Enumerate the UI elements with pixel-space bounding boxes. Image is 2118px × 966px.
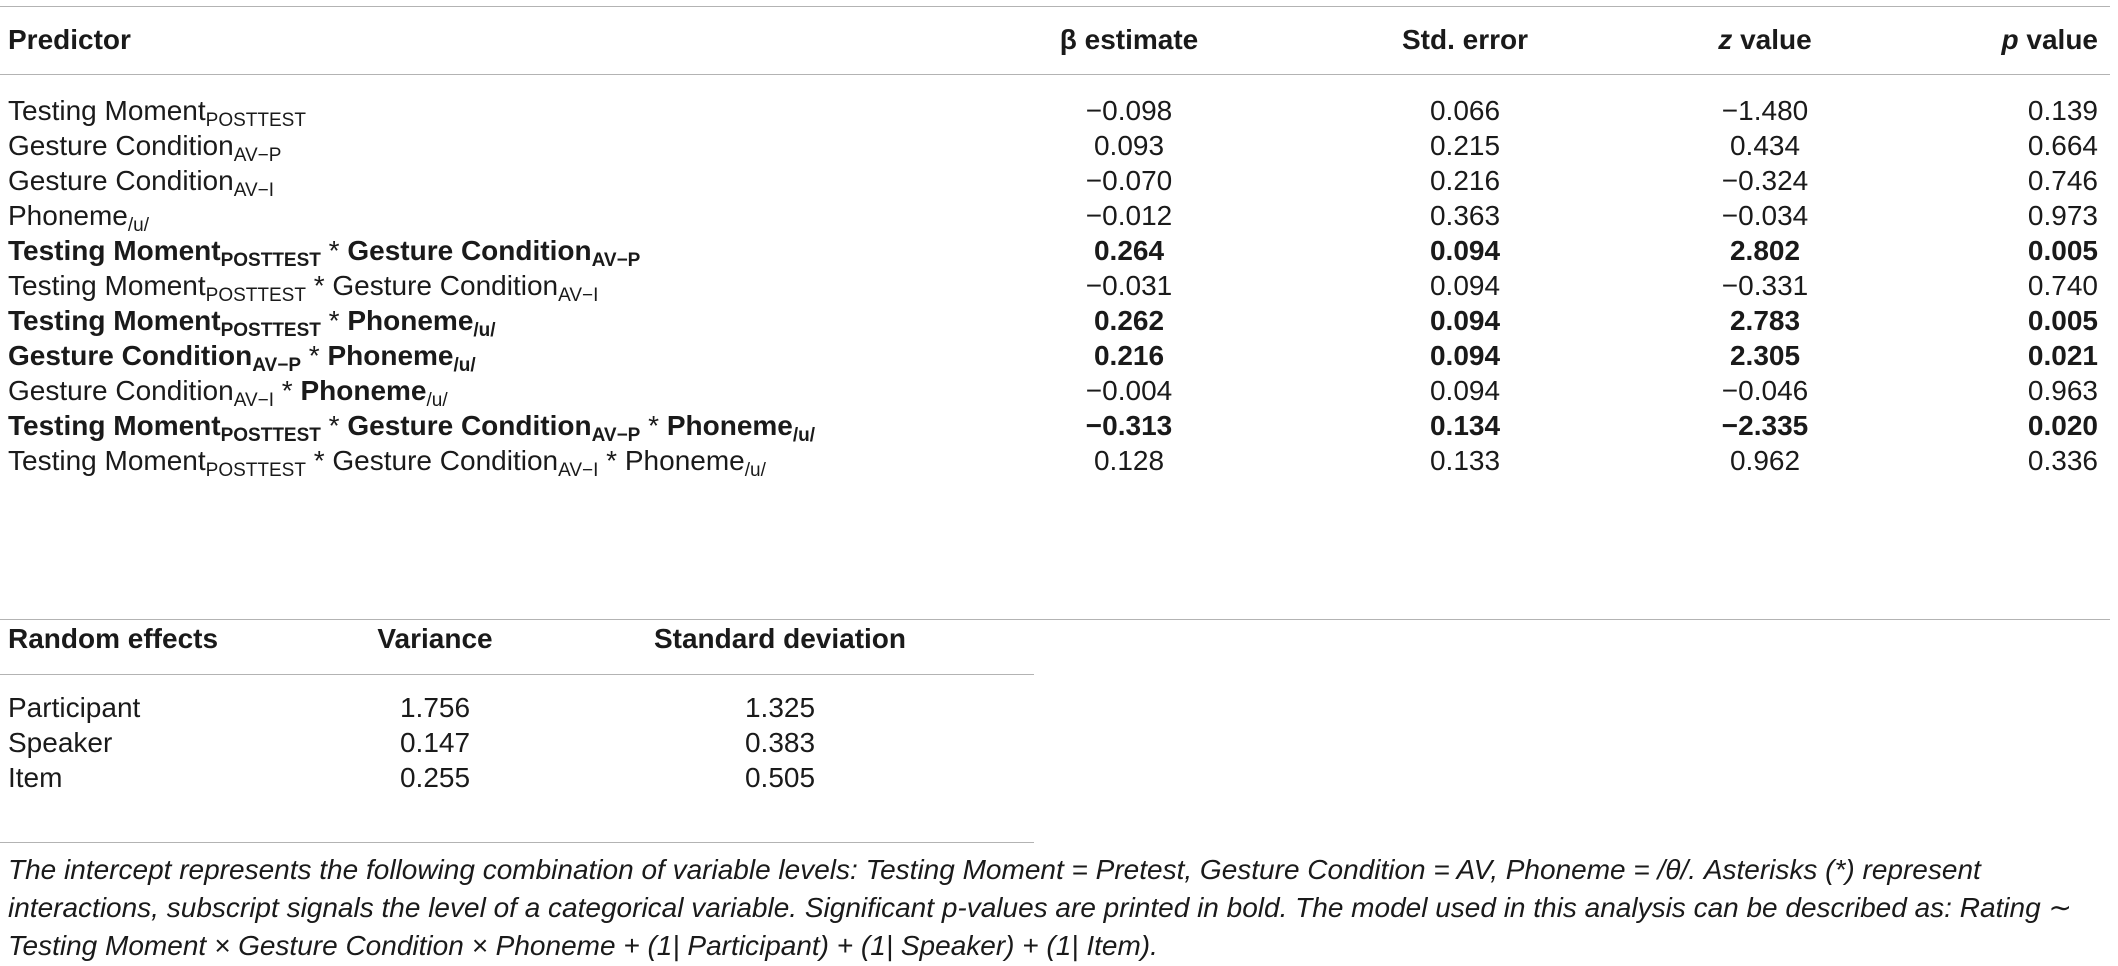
- std-error-cell: 0.094: [1429, 270, 1501, 301]
- header-predictor: Predictor: [8, 24, 131, 55]
- term-name: Testing Moment: [8, 235, 221, 266]
- p-value-cell: 0.973: [2027, 200, 2098, 231]
- z-value-cell: −0.324: [1721, 165, 1809, 196]
- header-random-effects: Random effects: [8, 623, 219, 654]
- header-rule: [0, 74, 2110, 75]
- term-name: Gesture Condition: [347, 235, 592, 266]
- interaction-asterisk: *: [640, 410, 667, 441]
- beta-estimate-cell: 0.128: [1093, 445, 1165, 476]
- term-name: Gesture Condition: [332, 270, 559, 301]
- term-name: Gesture Condition: [8, 165, 234, 196]
- beta-estimate-cell: −0.313: [1085, 410, 1173, 441]
- beta-estimate-cell: −0.098: [1085, 95, 1173, 126]
- fixed-effects-bottom-rule: [0, 619, 2110, 620]
- interaction-asterisk: *: [274, 375, 301, 406]
- term-name: Gesture Condition: [8, 130, 234, 161]
- beta-estimate-cell: −0.031: [1085, 270, 1173, 301]
- term-name: Gesture Condition: [332, 445, 559, 476]
- interaction-asterisk: *: [320, 235, 348, 266]
- p-value-cell: 0.005: [2027, 235, 2098, 266]
- std-error-cell: 0.133: [1429, 445, 1501, 476]
- std-error-cell: 0.215: [1429, 130, 1501, 161]
- term-level-subscript: POSTTEST: [220, 250, 321, 271]
- predictor-cell: [8, 374, 448, 411]
- p-value-cell: 0.005: [2027, 305, 2098, 336]
- random-header-rule: [0, 674, 1034, 675]
- predictor-cell: [8, 199, 149, 236]
- standard-deviation-cell: 1.325: [744, 692, 816, 723]
- beta-estimate-cell: 0.093: [1093, 130, 1165, 161]
- term-level-subscript: AV−I: [558, 285, 599, 306]
- random-effect-name: Speaker: [8, 727, 113, 758]
- predictor-cell: [8, 234, 641, 271]
- header-z-value: z value: [1718, 24, 1812, 55]
- term-name: Testing Moment: [8, 445, 206, 476]
- term-level-subscript: /u/: [473, 320, 496, 341]
- term-name: Testing Moment: [8, 95, 206, 126]
- standard-deviation-cell: 0.505: [744, 762, 816, 793]
- term-level-subscript: AV−I: [558, 460, 599, 481]
- standard-deviation-cell: 0.383: [744, 727, 816, 758]
- term-name: Phoneme: [624, 445, 745, 476]
- predictor-cell: [8, 304, 496, 341]
- predictor-cell: [8, 444, 766, 481]
- beta-estimate-cell: −0.004: [1085, 375, 1173, 406]
- term-level-subscript: /u/: [453, 355, 476, 376]
- interaction-asterisk: *: [320, 410, 348, 441]
- random-effect-name: Participant: [8, 692, 141, 723]
- interaction-asterisk: *: [305, 445, 333, 476]
- variance-cell: 0.147: [399, 727, 471, 758]
- term-level-subscript: /u/: [426, 390, 448, 411]
- term-name: Gesture Condition: [8, 375, 234, 406]
- term-name: Gesture Condition: [8, 340, 253, 371]
- predictor-cell: [8, 269, 599, 306]
- interaction-asterisk: *: [301, 340, 328, 371]
- z-value-cell: 2.305: [1729, 340, 1801, 371]
- interaction-asterisk: *: [598, 445, 625, 476]
- term-name: Phoneme: [327, 340, 454, 371]
- term-name: Phoneme: [347, 305, 474, 336]
- interaction-asterisk: *: [320, 305, 348, 336]
- header-beta-estimate: β estimate: [1059, 24, 1199, 55]
- p-value-cell: 0.963: [2027, 375, 2098, 406]
- term-level-subscript: POSTTEST: [205, 285, 306, 306]
- top-rule: [0, 6, 2110, 7]
- term-level-subscript: /u/: [744, 460, 766, 481]
- header-std-error: Std. error: [1401, 24, 1529, 55]
- p-value-cell: 0.746: [2027, 165, 2098, 196]
- beta-estimate-cell: 0.216: [1093, 340, 1165, 371]
- term-name: Testing Moment: [8, 410, 221, 441]
- std-error-cell: 0.134: [1429, 410, 1501, 441]
- p-value-cell: 0.740: [2027, 270, 2098, 301]
- beta-estimate-cell: −0.070: [1085, 165, 1173, 196]
- std-error-cell: 0.094: [1429, 305, 1501, 336]
- header-p-value: p value: [2001, 24, 2098, 55]
- term-level-subscript: POSTTEST: [205, 110, 306, 131]
- variance-cell: 0.255: [399, 762, 471, 793]
- variance-cell: 1.756: [399, 692, 471, 723]
- term-name: Phoneme: [8, 200, 128, 231]
- z-value-cell: −0.034: [1721, 200, 1809, 231]
- header-standard-deviation: Standard deviation: [653, 623, 907, 654]
- p-value-cell: 0.336: [2027, 445, 2098, 476]
- z-value-cell: −2.335: [1721, 410, 1809, 441]
- term-name: Gesture Condition: [347, 410, 592, 441]
- z-value-cell: 2.802: [1729, 235, 1801, 266]
- std-error-cell: 0.216: [1429, 165, 1501, 196]
- std-error-cell: 0.094: [1429, 375, 1501, 406]
- std-error-cell: 0.094: [1429, 235, 1501, 266]
- z-value-cell: 0.962: [1729, 445, 1801, 476]
- random-bottom-rule: [0, 842, 1034, 843]
- p-value-cell: 0.664: [2027, 130, 2098, 161]
- term-level-subscript: AV−I: [233, 390, 274, 411]
- z-value-cell: −0.046: [1721, 375, 1809, 406]
- predictor-cell: [8, 129, 282, 166]
- p-value-cell: 0.139: [2027, 95, 2098, 126]
- table-footnote: The intercept represents the following combination of variable levels: Testing Moment = Pretest, Gesture Condition = AV, Phoneme = /θ/. Asterisks (*) represent interactions, subscript signals the level of a categorical variable. Significant p-values are printed in bold. The model used in this analysis can be described as: Rating ∼ Testing Moment × Gesture Condition × Phoneme + (1| Participant) + (1| Speaker) + (1| Item).: [8, 854, 2072, 961]
- term-name: Phoneme: [300, 375, 427, 406]
- random-effect-name: Item: [8, 762, 63, 793]
- term-level-subscript: AV−P: [233, 145, 282, 166]
- term-level-subscript: /u/: [127, 215, 149, 236]
- z-value-cell: 2.783: [1729, 305, 1801, 336]
- predictor-cell: [8, 164, 274, 201]
- beta-estimate-cell: 0.264: [1093, 235, 1165, 266]
- predictor-cell: [8, 339, 476, 376]
- p-value-cell: 0.021: [2027, 340, 2098, 371]
- term-name: Testing Moment: [8, 270, 206, 301]
- beta-estimate-cell: 0.262: [1093, 305, 1165, 336]
- z-value-cell: −1.480: [1721, 95, 1809, 126]
- z-value-cell: 0.434: [1729, 130, 1801, 161]
- p-value-cell: 0.020: [2027, 410, 2098, 441]
- term-name: Phoneme: [666, 410, 793, 441]
- beta-estimate-cell: −0.012: [1085, 200, 1173, 231]
- term-level-subscript: AV−P: [591, 250, 641, 271]
- predictor-cell: [8, 94, 306, 131]
- term-name: Testing Moment: [8, 305, 221, 336]
- term-level-subscript: POSTTEST: [220, 425, 321, 446]
- term-level-subscript: AV−I: [233, 180, 274, 201]
- term-level-subscript: AV−P: [591, 425, 641, 446]
- std-error-cell: 0.094: [1429, 340, 1501, 371]
- term-level-subscript: /u/: [792, 425, 816, 446]
- header-variance: Variance: [377, 623, 493, 654]
- interaction-asterisk: *: [305, 270, 333, 301]
- predictor-cell: [8, 409, 816, 446]
- std-error-cell: 0.066: [1429, 95, 1501, 126]
- term-level-subscript: POSTTEST: [220, 320, 321, 341]
- term-level-subscript: AV−P: [252, 355, 301, 376]
- z-value-cell: −0.331: [1721, 270, 1809, 301]
- term-level-subscript: POSTTEST: [205, 460, 306, 481]
- std-error-cell: 0.363: [1429, 200, 1501, 231]
